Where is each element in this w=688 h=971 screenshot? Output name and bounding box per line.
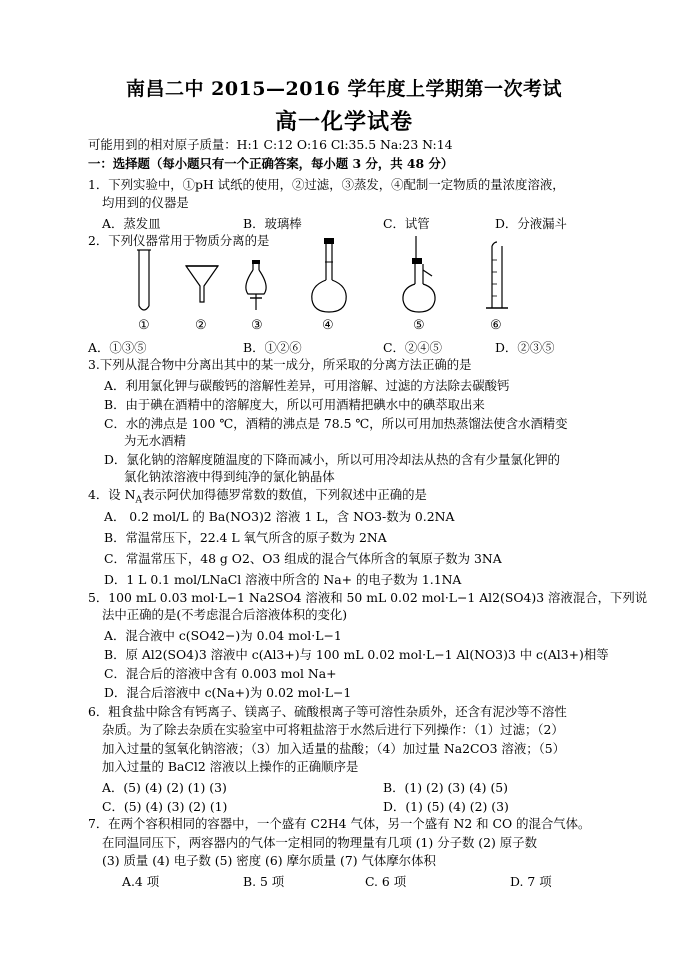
q3-option-d[interactable]: D．氯化钠的溶解度随温度的下降而减小，所以可用冷却法从热的含有少量氯化钾的 (104, 452, 560, 467)
q4-stem-head: 4．设 N (88, 487, 136, 502)
q4-option-c[interactable]: C．常温常压下，48 g O2、O3 组成的混合气体所含的氧原子数为 3NA (104, 551, 502, 566)
q6-stem-line3: 加入过量的氢氧化钠溶液；（3）加入适量的盐酸；（4）加过量 Na2CO3 溶液；（5） (102, 741, 566, 756)
q2-option-d[interactable]: D．②③⑤ (495, 340, 555, 355)
q3-stem: 3.下列从混合物中分离出其中的某一成分，所采取的分离方法正确的是 (88, 357, 472, 372)
atomic-masses: 可能用到的相对原子质量：H:1 C:12 O:16 Cl:35.5 Na:23 N:14 (88, 137, 453, 152)
q6-option-b[interactable]: B．(1) (2) (3) (4) (5) (383, 780, 509, 795)
q4-stem-sub: A (135, 495, 142, 506)
q1-stem-line1: 1．下列实验中，①pH 试纸的使用，②过滤，③蒸发，④配制一定物质的量浓度溶液， (88, 177, 565, 192)
q3-option-d-cont: 氯化钠浓溶液中得到纯净的氯化钠晶体 (124, 469, 335, 484)
q6-stem-line2: 杂质。为了除去杂质在实验室中可将粗盐溶于水然后进行下列操作：（1）过滤；（2） (102, 722, 564, 737)
q7-option-d[interactable]: D. 7 项 (510, 874, 552, 889)
q6-option-a[interactable]: A．(5) (4) (2) (1) (3) (102, 780, 227, 795)
apparatus-label-5: ⑤ (413, 318, 425, 333)
apparatus-label-3: ③ (251, 318, 263, 333)
q2-option-a[interactable]: A．①③⑤ (88, 340, 147, 355)
exam-title: 南昌二中 2015—2016 学年度上学期第一次考试 (126, 78, 562, 100)
q6-stem-line4: 加入过量的 BaCl2 溶液以上操作的正确顺序是 (102, 759, 359, 774)
section-heading-note: 每小题只有一个正确答案，每小题 3 分，共 48 分 (162, 156, 441, 171)
exam-subtitle: 高一化学试卷 (274, 109, 413, 135)
apparatus-label-6: ⑥ (490, 318, 502, 333)
q6-stem-line1: 6．粗食盐中除含有钙离子、镁离子、硫酸根离子等可溶性杂质外，还含有泥沙等不溶性 (88, 704, 567, 719)
q3-option-c-cont: 为无水酒精 (124, 433, 186, 448)
q3-option-a[interactable]: A．利用氯化钾与碳酸钙的溶解性差异，可用溶解、过滤的方法除去碳酸钙 (104, 378, 510, 393)
q1-option-d[interactable]: D．分液漏斗 (495, 216, 567, 231)
q6-option-d[interactable]: D．(1) (5) (4) (2) (3) (383, 799, 509, 814)
q5-option-c[interactable]: C．混合后的溶液中含有 0.003 mol Na+ (104, 666, 337, 681)
q5-stem-line2: 法中正确的是(不考虑混合后溶液体积的变化) (102, 607, 348, 622)
q1-stem-line2: 均用到的仪器是 (102, 195, 189, 210)
section-heading-prefix: 一：选择题（ (88, 156, 163, 171)
apparatus-label-1: ① (138, 318, 150, 333)
q1-option-a[interactable]: A．蒸发皿 (102, 216, 161, 231)
q7-stem-line1: 7．在两个容积相同的容器中，一个盛有 C2H4 气体，另一个盛有 N2 和 CO 的混合气体。 (88, 816, 591, 831)
q6-option-c[interactable]: C．(5) (4) (3) (2) (1) (102, 799, 228, 814)
graduated-cylinder-icon (484, 236, 510, 318)
section-heading-suffix: ） (440, 156, 454, 171)
q7-option-c[interactable]: C. 6 项 (365, 874, 407, 889)
q5-option-d[interactable]: D．混合后溶液中 c(Na+)为 0.02 mol·L−1 (104, 685, 352, 700)
test-tube-icon (132, 236, 156, 316)
q7-option-a[interactable]: A.4 项 (122, 874, 160, 889)
q4-option-a[interactable]: A． 0.2 mol/L 的 Ba(NO3)2 溶液 1 L，含 NO3-数为 0.2NA (104, 509, 455, 524)
q2-option-c[interactable]: C．②④⑤ (383, 340, 443, 355)
separatory-funnel-icon (238, 236, 274, 316)
funnel-icon (182, 236, 222, 316)
q4-stem-tail: 表示阿伏加得德罗常数的数值，下列叙述中正确的是 (141, 487, 427, 502)
section-heading (88, 156, 453, 172)
q7-stem-line3: (3) 质量 (4) 电子数 (5) 密度 (6) 摩尔质量 (7) 气体摩尔体积 (102, 853, 436, 868)
q7-option-b[interactable]: B. 5 项 (243, 874, 285, 889)
q4-option-b[interactable]: B．常温常压下，22.4 L 氧气所含的原子数为 2NA (104, 530, 387, 545)
q1-option-c[interactable]: C．试管 (383, 216, 430, 231)
q3-option-b[interactable]: B．由于碘在酒精中的溶解度大，所以可用酒精把碘水中的碘萃取出来 (104, 397, 485, 412)
distillation-flask-icon (398, 236, 444, 316)
q4-stem (88, 487, 427, 506)
apparatus-label-2: ② (195, 318, 207, 333)
q5-option-b[interactable]: B．原 Al2(SO4)3 溶液中 c(Al3+)与 100 mL 0.02 mol·L−1 Al(NO3)3 中 c(Al3+)相等 (104, 647, 609, 662)
q4-option-d[interactable]: D．1 L 0.1 mol/LNaCl 溶液中所含的 Na+ 的电子数为 1.1NA (104, 572, 462, 587)
q7-stem-line2: 在同温同压下，两容器内的气体一定相同的物理量有几项 (1) 分子数 (2) 原子数 (102, 835, 537, 850)
q1-option-b[interactable]: B．玻璃棒 (243, 216, 302, 231)
q2-stem: 2．下列仪器常用于物质分离的是 (88, 233, 270, 248)
q2-option-b[interactable]: B．①②⑥ (243, 340, 302, 355)
apparatus-label-4: ④ (322, 318, 334, 333)
volumetric-flask-icon (306, 236, 352, 316)
q5-stem-line1: 5．100 mL 0.03 mol·L−1 Na2SO4 溶液和 50 mL 0.02 mol·L−1 Al2(SO4)3 溶液混合，下列说 (88, 590, 648, 605)
q3-option-c[interactable]: C．水的沸点是 100 ℃，酒精的沸点是 78.5 ℃，所以可用加热蒸馏法使含水酒精变 (104, 416, 568, 431)
q5-option-a[interactable]: A．混合液中 c(SO42−)为 0.04 mol·L−1 (104, 628, 342, 643)
